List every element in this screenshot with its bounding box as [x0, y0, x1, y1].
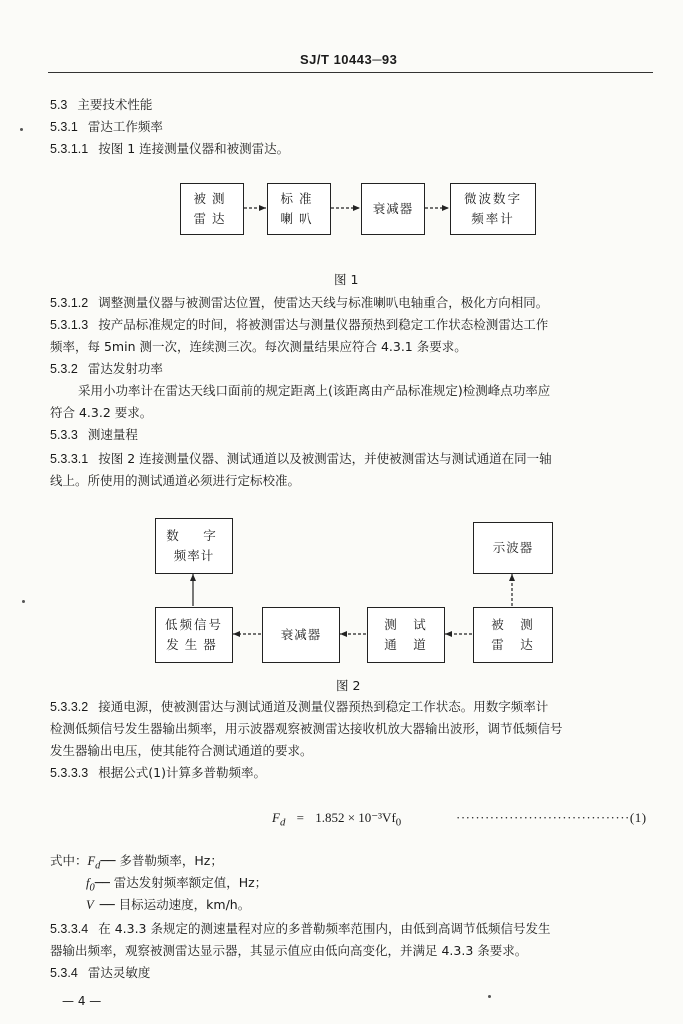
clause-5-3-3-1-cont: 线上。所使用的测试通道必须进行定标校准。: [50, 473, 301, 488]
formula-1: [272, 810, 401, 829]
definition-v: [86, 896, 250, 914]
figure-2-caption: 图 2: [336, 678, 361, 693]
clause-text: 按图 2 连接测量仪器、测试通道以及被测雷达，并使被测雷达与测试通道在同一轴: [98, 451, 552, 466]
clause-5-3-3-2: [50, 698, 548, 716]
standard-number: SJ/T 10443─93: [300, 52, 398, 67]
formula-expression: [315, 810, 402, 829]
section-number: 5.3.1: [50, 120, 78, 134]
formula-leader: [456, 810, 647, 826]
clause-5-3-3-2-cont2: 发生器输出电压，使其能符合测试通道的要求。: [50, 743, 313, 758]
section-number: 5.3.3: [50, 428, 78, 442]
box-label: 发生器: [166, 637, 222, 652]
formula-expr-text: 1.852 × 10⁻³Vf: [315, 810, 396, 825]
scan-speck: [22, 600, 25, 603]
section-number: 5.3.1.3: [50, 318, 89, 332]
definition-fd: [50, 852, 223, 876]
box-label: 雷达: [193, 211, 231, 226]
para-5-3-2-cont: 符合 4.3.2 要求。: [50, 405, 153, 420]
term-description: ── 多普勒频率，Hz；: [100, 853, 223, 868]
page-number: — 4 —: [62, 994, 102, 1008]
section-number: 5.3.3.2: [50, 700, 89, 714]
formula-lhs: $F_d$: [272, 810, 286, 829]
box-label: 衰减器: [280, 627, 322, 642]
box-label: 通 道: [384, 637, 428, 652]
formula-dots: ····································: [456, 810, 630, 825]
definition-f0: [86, 874, 267, 898]
section-number: 5.3.1.2: [50, 296, 89, 310]
box-label: 频率计: [173, 548, 215, 563]
figure-1-caption: 图 1: [334, 272, 359, 287]
section-number: 5.3: [50, 98, 68, 112]
heading-5-3-4: [50, 964, 150, 982]
box-label: 微波数字: [463, 191, 522, 206]
clause-text: 按图 1 连接测量仪器和被测雷达。: [98, 141, 290, 156]
section-number: 5.3.4: [50, 966, 78, 980]
box-label: 示波器: [492, 540, 534, 555]
section-number: 5.3.3.3: [50, 766, 89, 780]
box-label: 被测: [193, 191, 231, 206]
term-symbol: F: [87, 854, 96, 868]
box-label: 标准: [280, 191, 318, 206]
box-label: 衰减器: [372, 201, 414, 216]
section-title: 测速量程: [87, 427, 138, 442]
section-title: 主要技术性能: [77, 97, 153, 112]
box-label: 低频信号: [164, 617, 223, 632]
scan-speck: [20, 128, 23, 131]
section-number: 5.3.3.1: [50, 452, 89, 466]
clause-text: 调整测量仪器与被测雷达位置，使雷达天线与标准喇叭电轴重合，极化方向相同。: [98, 295, 549, 310]
section-title: 雷达发射功率: [87, 361, 163, 376]
clause-5-3-3-4-cont: 器输出频率，观察被测雷达显示器，其显示值应由低向高变化，并满足 4.3.3 条要求。: [50, 943, 528, 958]
clause-5-3-3-2-cont: 检测低频信号发生器输出频率，用示波器观察被测雷达接收机放大器输出波形，调节低频信号: [50, 721, 563, 736]
box-label: 数 字: [166, 528, 222, 543]
clause-5-3-3-4: [50, 920, 551, 938]
box-label: 喇叭: [280, 211, 318, 226]
formula-sub-0: 0: [395, 816, 402, 829]
scan-speck: [488, 995, 491, 998]
clause-5-3-1-3-cont: 频率，每 5min 测一次，连续测三次。每次测量结果应符合 4.3.1 条要求。: [50, 339, 467, 354]
clause-text: 按产品标准规定的时间，将被测雷达与测量仪器预热到稳定工作状态检测雷达工作: [98, 317, 549, 332]
section-number: 5.3.3.4: [50, 922, 89, 936]
term-description: ── 雷达发射频率额定值，Hz；: [94, 875, 268, 890]
clause-5-3-3-3: [50, 764, 266, 782]
section-number: 5.3.1.1: [50, 142, 89, 156]
clause-text: 在 4.3.3 条规定的测速量程对应的多普勒频率范围内，由低到高调节低频信号发生: [98, 921, 551, 936]
box-label: 频率计: [471, 211, 515, 226]
definitions-intro: 式中：: [50, 853, 88, 868]
para-5-3-2: 采用小功率计在雷达天线口面前的规定距离上(该距离由产品标准规定)检测峰点功率应: [78, 383, 551, 398]
box-label: 雷 达: [491, 637, 535, 652]
box-label: 被 测: [491, 617, 535, 632]
clause-text: 根据公式(1)计算多普勒频率。: [98, 765, 266, 780]
clause-text: 接通电源，使被测雷达与测试通道及测量仪器预热到稳定工作状态。用数字频率计: [98, 699, 549, 714]
term-symbol: f: [86, 876, 90, 890]
section-number: 5.3.2: [50, 362, 78, 376]
section-title: 雷达灵敏度: [87, 965, 151, 980]
box-label: 测 试: [384, 617, 428, 632]
formula-equals: =: [296, 810, 304, 825]
term-symbol: V: [86, 898, 94, 912]
term-subscript: d: [95, 860, 101, 872]
term-subscript: 0: [89, 882, 95, 894]
section-title: 雷达工作频率: [87, 119, 163, 134]
term-description: ── 目标运动速度，km/h。: [99, 897, 251, 912]
formula-number: (1): [629, 810, 647, 825]
